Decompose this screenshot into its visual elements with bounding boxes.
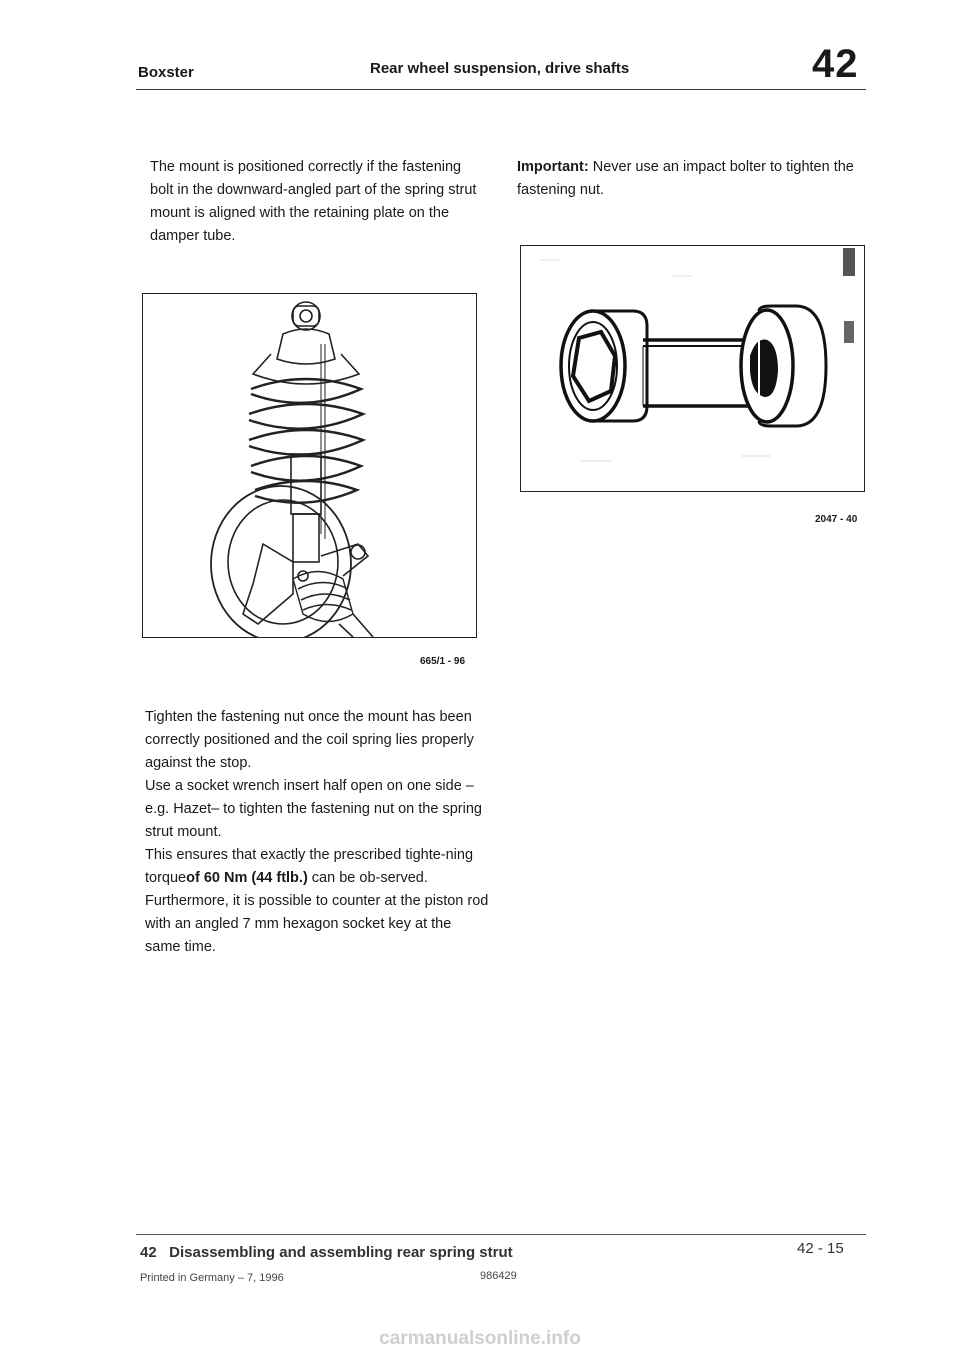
torque-paragraph (145, 844, 490, 959)
socket-insert-illustration (521, 246, 864, 491)
important-label: Important: (517, 159, 589, 175)
figure-caption-socket: 2047 - 40 (815, 514, 858, 525)
ensures-text-a: This ensures that exactly the prescribed tighte-ning torque (145, 847, 474, 886)
header-section-title: Rear wheel suspension, drive shafts (370, 60, 630, 77)
socket-text: Use a socket wrench insert half open on one side –e.g. Hazet– to tighten the fastening nut on the spring strut mount. (145, 778, 482, 840)
spring-strut-figure (142, 293, 477, 638)
page-number: 42 - 15 (797, 1240, 844, 1257)
header-divider (136, 89, 866, 90)
figure-caption-strut: 665/1 - 96 (420, 656, 466, 667)
important-note (517, 156, 857, 202)
intro-paragraph (150, 156, 480, 248)
spring-strut-illustration (143, 294, 476, 637)
torque-value: of 60 Nm (44 ftlb.) (186, 870, 308, 886)
document-code: 986429 (480, 1270, 517, 1282)
header-model: Boxster (138, 64, 194, 81)
footer-title: 42 Disassembling and assembling rear spring strut (140, 1244, 513, 1261)
header-group-number: 42 (812, 42, 859, 86)
printed-info: Printed in Germany – 7, 1996 (140, 1272, 284, 1284)
intro-text: The mount is positioned correctly if the fastening bolt in the downward-angled part of the spring strut mount is aligned with the retaining plate on the damper tube. (150, 159, 477, 244)
watermark: carmanualsonline.info (379, 1328, 581, 1349)
socket-insert-figure (520, 245, 865, 492)
ensures-text-b: can be ob-served. Furthermore, it is possible to counter at the piston rod with an angled 7 mm hexagon socket key at the same time. (145, 870, 489, 955)
tighten-text: Tighten the fastening nut once the mount has been correctly positioned and the coil spring lies properly against the stop. (145, 709, 474, 771)
footer-divider (136, 1234, 866, 1235)
important-text: Never use an impact bolter to tighten the fastening nut. (517, 159, 854, 198)
tightening-instructions (145, 706, 490, 959)
